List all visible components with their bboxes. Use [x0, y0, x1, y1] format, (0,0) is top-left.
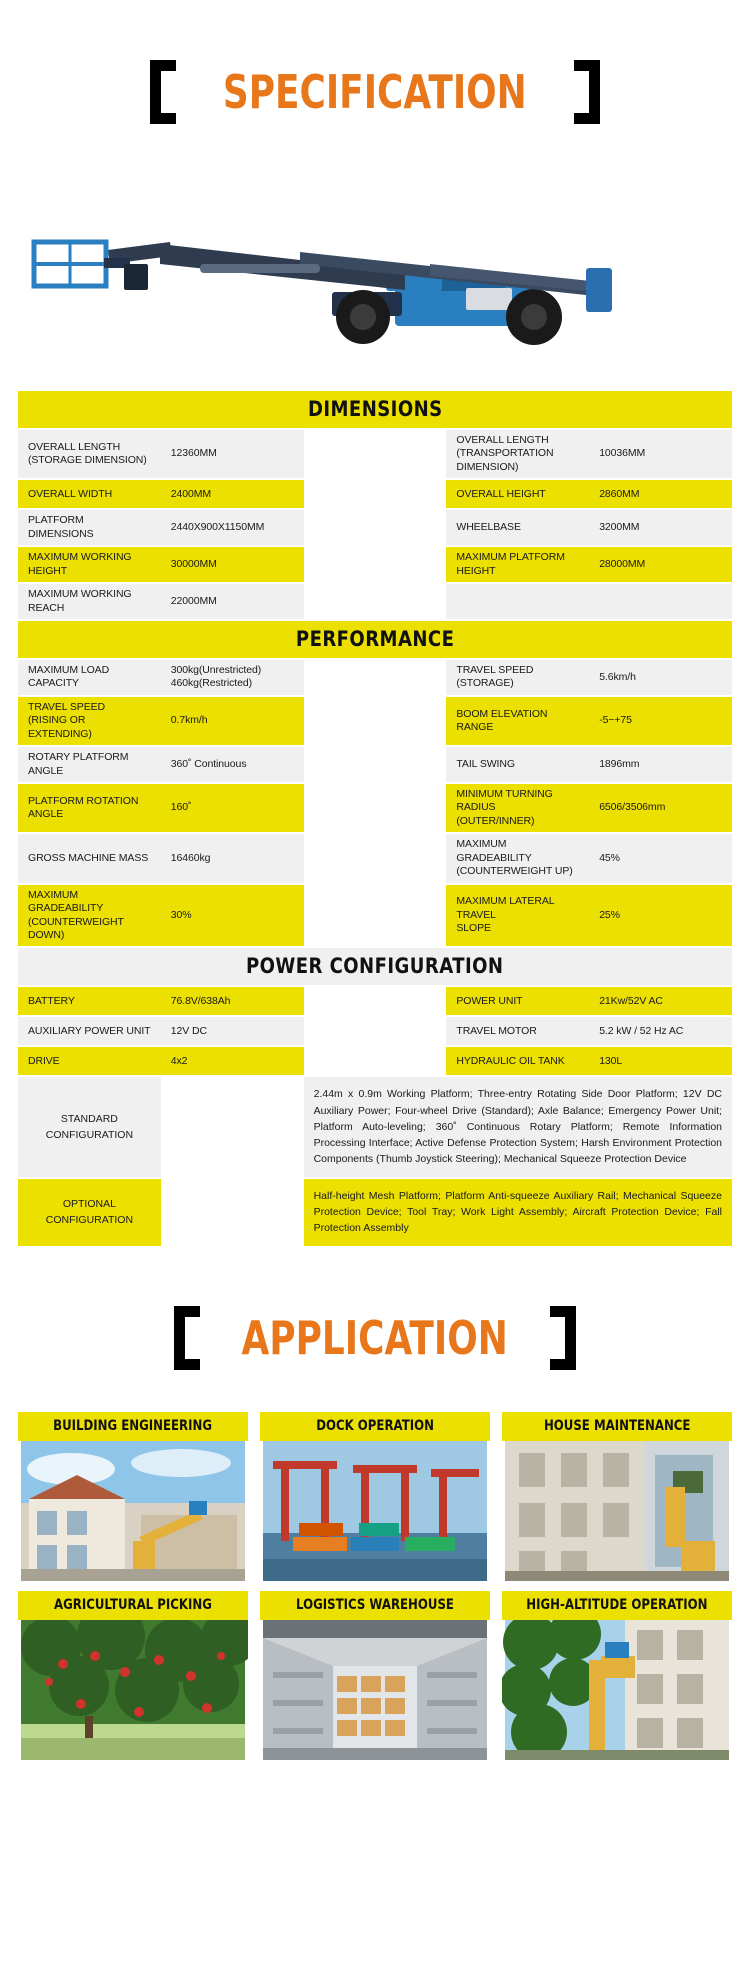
specification-title: SPECIFICATION — [223, 65, 527, 119]
table-row — [18, 660, 732, 695]
application-caption-label: LOGISTICS WAREHOUSE — [296, 1596, 454, 1613]
column-divider — [304, 987, 447, 1015]
application-caption-label: AGRICULTURAL PICKING — [54, 1596, 212, 1613]
column-divider — [304, 747, 447, 782]
spec-label: GROSS MACHINE MASS — [18, 834, 161, 882]
application-grid — [18, 1412, 732, 1760]
spec-label: MAXIMUM LATERAL TRAVEL SLOPE — [446, 885, 589, 947]
column-divider — [161, 1179, 304, 1246]
spec-label: DRIVE — [18, 1047, 161, 1075]
spec-label: TAIL SWING — [446, 747, 589, 782]
column-divider — [304, 430, 447, 478]
table-row — [18, 697, 732, 745]
table-row — [18, 480, 732, 508]
spec-value: 76.8V/638Ah — [161, 987, 304, 1015]
spec-label: MAXIMUM PLATFORM HEIGHT — [446, 547, 589, 582]
table-row — [18, 1047, 732, 1075]
column-divider — [304, 834, 447, 882]
spec-label: BOOM ELEVATION RANGE — [446, 697, 589, 745]
configuration-text: 2.44m x 0.9m Working Platform; Three-entry Rotating Side Door Platform; 12V DC Auxiliary Power; Four-wheel Drive (Standard); Axle Balance; Emergency Power Unit; Platform Auto-leveling; 360˚ Continuous Rotary Platform; Remote Information Processing Interface; Active Defense Protection System; Harsh Environment Protection Components (Thumb Joystick Steering); Mechanical Squeeze Protection Device — [304, 1077, 732, 1176]
spec-value: 160˚ — [161, 784, 304, 832]
spec-label: OVERALL LENGTH (STORAGE DIMENSION) — [18, 430, 161, 478]
spec-value: 22000MM — [161, 584, 304, 619]
spec-value: 30% — [161, 885, 304, 947]
application-caption-label: HOUSE MAINTENANCE — [543, 1417, 691, 1434]
bracket-left-icon — [150, 60, 176, 124]
spec-value: 28000MM — [589, 547, 732, 582]
spec-label: POWER UNIT — [446, 987, 589, 1015]
application-card[interactable] — [18, 1591, 248, 1760]
spec-label: TRAVEL SPEED (RISING OR EXTENDING) — [18, 697, 161, 745]
application-caption-label: BUILDING ENGINEERING — [53, 1417, 213, 1434]
spec-label: MAXIMUM LOAD CAPACITY — [18, 660, 161, 695]
application-photo — [502, 1620, 732, 1760]
spec-value: 2400MM — [161, 480, 304, 508]
spec-value: 0.7km/h — [161, 697, 304, 745]
spec-label: MAXIMUM WORKING REACH — [18, 584, 161, 619]
table-row — [18, 885, 732, 947]
application-caption — [502, 1591, 732, 1620]
spec-label: TRAVEL SPEED (STORAGE) — [446, 660, 589, 695]
table-row — [18, 747, 732, 782]
spec-value: 1896mm — [589, 747, 732, 782]
column-divider — [304, 885, 447, 947]
column-divider — [304, 697, 447, 745]
spec-label: PLATFORM ROTATION ANGLE — [18, 784, 161, 832]
spec-value: 5.6km/h — [589, 660, 732, 695]
spec-value: 5.2 kW / 52 Hz AC — [589, 1017, 732, 1045]
section-heading-row — [18, 948, 732, 985]
application-photo — [18, 1441, 248, 1581]
spec-value: 25% — [589, 885, 732, 947]
section-heading: POWER CONFIGURATION — [18, 948, 732, 985]
spec-value: 16460kg — [161, 834, 304, 882]
spec-value: 3200MM — [589, 510, 732, 545]
section-heading: DIMENSIONS — [18, 391, 732, 428]
spec-value: 45% — [589, 834, 732, 882]
configuration-row — [18, 1077, 732, 1176]
configuration-label: STANDARD CONFIGURATION — [18, 1077, 161, 1176]
table-row — [18, 834, 732, 882]
spec-label: BATTERY — [18, 987, 161, 1015]
spec-label: PLATFORM DIMENSIONS — [18, 510, 161, 545]
column-divider — [304, 1017, 447, 1045]
configuration-label: OPTIONAL CONFIGURATION — [18, 1179, 161, 1246]
application-caption — [18, 1412, 248, 1441]
spec-label: TRAVEL MOTOR — [446, 1017, 589, 1045]
spec-table — [18, 389, 732, 1248]
table-row — [18, 584, 732, 619]
spec-label — [446, 584, 589, 619]
application-banner — [0, 1306, 750, 1370]
application-caption — [260, 1591, 490, 1620]
column-divider — [304, 784, 447, 832]
application-photo — [260, 1441, 490, 1581]
spec-label: HYDRAULIC OIL TANK — [446, 1047, 589, 1075]
spec-label: MAXIMUM WORKING HEIGHT — [18, 547, 161, 582]
application-card[interactable] — [260, 1412, 490, 1581]
application-caption-label: HIGH-ALTITUDE OPERATION — [526, 1596, 708, 1613]
spec-label: MAXIMUM GRADEABILITY (COUNTERWEIGHT UP) — [446, 834, 589, 882]
spec-value: 360˚ Continuous — [161, 747, 304, 782]
spec-value — [589, 584, 732, 619]
spec-label: OVERALL LENGTH (TRANSPORTATION DIMENSION) — [446, 430, 589, 478]
spec-value: 21Kw/52V AC — [589, 987, 732, 1015]
application-caption — [18, 1591, 248, 1620]
table-row — [18, 510, 732, 545]
spec-label: WHEELBASE — [446, 510, 589, 545]
product-hero-image — [0, 172, 750, 377]
application-card[interactable] — [502, 1591, 732, 1760]
application-card[interactable] — [502, 1412, 732, 1581]
application-title: APPLICATION — [241, 1310, 509, 1365]
column-divider — [304, 660, 447, 695]
section-heading-row — [18, 391, 732, 428]
table-row — [18, 430, 732, 478]
application-caption — [502, 1412, 732, 1441]
bracket-right-icon — [574, 60, 600, 124]
column-divider — [304, 1047, 447, 1075]
spec-value: 12V DC — [161, 1017, 304, 1045]
table-row — [18, 547, 732, 582]
specification-tables — [18, 389, 732, 1248]
bracket-right-icon — [550, 1306, 576, 1370]
spec-label: OVERALL WIDTH — [18, 480, 161, 508]
spec-value: 130L — [589, 1047, 732, 1075]
configuration-text: Half-height Mesh Platform; Platform Anti-squeeze Auxiliary Rail; Mechanical Squeeze Protection Device; Tool Tray; Work Light Assembly; Aircraft Protection Device; Fall Protection Assembly — [304, 1179, 732, 1246]
spec-value: 12360MM — [161, 430, 304, 478]
table-row — [18, 987, 732, 1015]
spec-label: OVERALL HEIGHT — [446, 480, 589, 508]
section-heading-row — [18, 621, 732, 658]
column-divider — [304, 547, 447, 582]
spec-value: 2860MM — [589, 480, 732, 508]
table-row — [18, 784, 732, 832]
column-divider — [304, 510, 447, 545]
spec-value: 2440X900X1150MM — [161, 510, 304, 545]
column-divider — [161, 1077, 304, 1176]
spec-value: -5~+75 — [589, 697, 732, 745]
application-photo — [260, 1620, 490, 1760]
spec-label: MINIMUM TURNING RADIUS (OUTER/INNER) — [446, 784, 589, 832]
bracket-left-icon — [174, 1306, 200, 1370]
application-card[interactable] — [260, 1591, 490, 1760]
application-caption-label: DOCK OPERATION — [316, 1417, 434, 1434]
spec-value: 30000MM — [161, 547, 304, 582]
table-row — [18, 1017, 732, 1045]
section-heading: PERFORMANCE — [18, 621, 732, 658]
column-divider — [304, 584, 447, 619]
application-caption — [260, 1412, 490, 1441]
column-divider — [304, 480, 447, 508]
application-photo — [18, 1620, 248, 1760]
configuration-row — [18, 1179, 732, 1246]
spec-value: 10036MM — [589, 430, 732, 478]
spec-value: 300kg(Unrestricted) 460kg(Restricted) — [161, 660, 304, 695]
spec-label: MAXIMUM GRADEABILITY (COUNTERWEIGHT DOWN) — [18, 885, 161, 947]
application-photo — [502, 1441, 732, 1581]
spec-value: 6506/3506mm — [589, 784, 732, 832]
spec-label: AUXILIARY POWER UNIT — [18, 1017, 161, 1045]
specification-banner — [0, 60, 750, 124]
application-card[interactable] — [18, 1412, 248, 1581]
spec-value: 4x2 — [161, 1047, 304, 1075]
spec-label: ROTARY PLATFORM ANGLE — [18, 747, 161, 782]
